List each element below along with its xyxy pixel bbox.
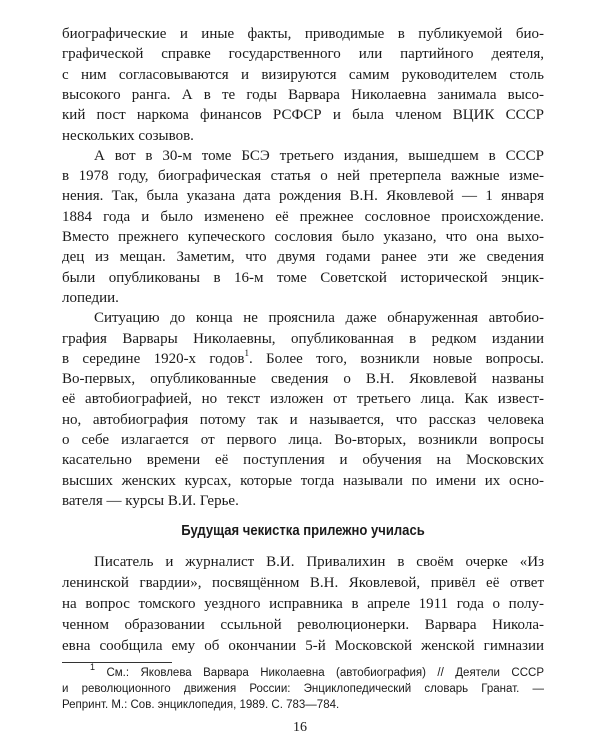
text-line: были опубликованы в 16-м томе Советской исторической энцик- xyxy=(62,269,544,286)
text-line: нения. Так, была указана дата рождения В.Н. Яковлевой — 1 января xyxy=(62,188,544,205)
text-line: евна сообщила ему об окончании 5-й Московской женской гимназии xyxy=(62,638,544,654)
text-line: касательно времени её поступления и обучения на Московских xyxy=(62,452,544,469)
text-line: на вопрос томского уездного исправника в апреле 1911 года о полу- xyxy=(62,596,544,612)
text-line: нескольких созывов. xyxy=(62,127,194,144)
text-line: о себе излагается от первого лица. Во-вторых, возникли вопросы xyxy=(62,432,544,448)
footnote-line: и революционного движения России: Энциклопедический словарь Гранат. — xyxy=(62,683,544,695)
footnote-marker: 1 xyxy=(90,662,96,673)
footnote-text: См.: Яковлева Варвара Николаевна (автобиография) // Деятели СССР xyxy=(95,667,544,679)
footnote-divider xyxy=(62,662,172,663)
text-fragment: . Более того, возникли новые вопросы. xyxy=(248,350,544,367)
text-line: высокого ранга. А в те годы Варвара Николаевна занимала высо- xyxy=(62,86,544,103)
text-line: в 1978 году, биографическая статья о ней претерпела важные изме- xyxy=(62,168,544,185)
text-line: Вместо прежнего купеческого сословия было указано, что она выхо- xyxy=(62,229,544,245)
text-line: высших женских курсах, которые тогда называли по имени их осно- xyxy=(62,472,544,489)
section-heading: Будущая чекистка прилежно училась xyxy=(181,523,425,539)
footnote-line: Репринт. М.: Сов. энциклопедия, 1989. С. 783—784. xyxy=(62,699,340,711)
text-line: биографические и иные факты, приводимые в публикуемой био- xyxy=(62,26,544,42)
text-line: графической справке государственного или партийного деятеля, xyxy=(62,46,544,63)
text-line: её автобиографией, но текст изложен от третьего лица. Как извест- xyxy=(62,391,544,408)
text-line: Во-первых, опубликованные сведения о В.Н. Яковлевой названы xyxy=(62,371,544,388)
footnote-reference: 1 xyxy=(244,347,249,358)
text-line: лопедии. xyxy=(62,289,119,306)
text-line: кий пост наркома финансов РСФСР и была членом ВЦИК СССР xyxy=(62,107,544,124)
text-line: графия Варвары Николаевны, опубликованная в редком издании xyxy=(62,330,544,347)
text-line: но, автобиография потому так и называется, что рассказ человека xyxy=(62,411,544,428)
text-fragment: в середине 1920-х годов xyxy=(62,350,245,367)
text-line: А вот в 30-м томе БСЭ третьего издания, вышедшем в СССР xyxy=(94,147,544,164)
page-number: 16 xyxy=(293,720,307,735)
text-line: ленинской гвардии», посвящённом В.Н. Яковлевой, привёл её ответ xyxy=(62,575,544,591)
text-line: Ситуацию до конца не прояснила даже обнаруженная автобио- xyxy=(94,310,544,327)
text-line: Писатель и журналист В.И. Привалихин в своём очерке «Из xyxy=(94,554,544,570)
footnote-line xyxy=(90,662,544,681)
text-line: вателя — курсы В.И. Герье. xyxy=(62,492,239,509)
text-line: с ним согласовываются и визируются самим руководителем столь xyxy=(62,66,544,83)
text-line: ченном образовании ссыльной революционерки. Варвара Никола- xyxy=(62,617,544,633)
text-line-with-footnote-ref xyxy=(62,349,544,369)
text-line: 1884 года и было изменено её прежнее сословное происхождение. xyxy=(62,208,544,225)
text-line: дец из мещан. Заметим, что двумя годами ранее эти же сведения xyxy=(62,249,544,266)
